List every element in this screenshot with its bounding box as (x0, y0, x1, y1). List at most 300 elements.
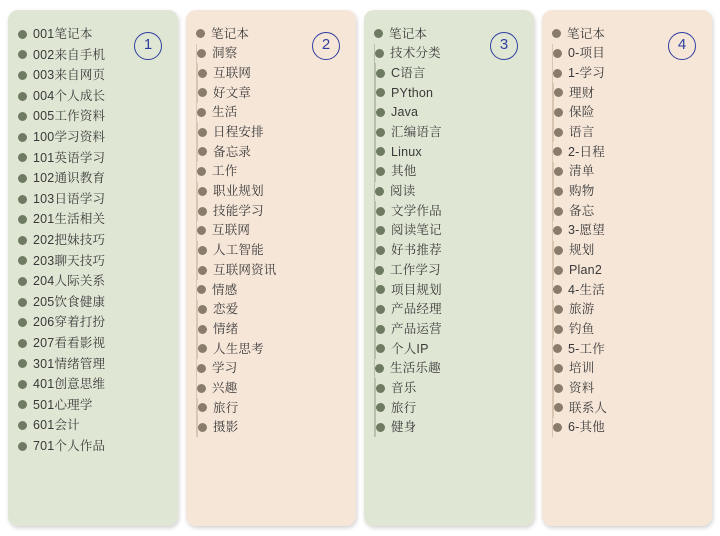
tree-node (553, 63, 702, 142)
tree-node (554, 103, 702, 123)
tree-node (554, 182, 702, 202)
tree-item-label: Linux (391, 144, 422, 159)
tree-children (553, 359, 702, 418)
tree-node (554, 122, 702, 142)
bullet-icon (196, 29, 205, 38)
bullet-icon (18, 339, 27, 348)
bullet-icon (18, 50, 27, 59)
tree-children (553, 83, 702, 142)
tree-item[interactable] (18, 127, 168, 148)
tree-item[interactable] (376, 162, 524, 182)
bullet-icon (198, 187, 207, 196)
tree-item-label: 好文章 (213, 85, 252, 100)
bullet-icon (376, 423, 385, 432)
tree-children (553, 162, 702, 221)
tree-item-label: 004个人成长 (33, 88, 106, 103)
bullet-icon (553, 423, 562, 432)
tree-item-label: 职业规划 (213, 184, 264, 199)
tree-item[interactable] (554, 359, 702, 379)
tree-item-label: 204人际关系 (33, 274, 106, 289)
bullet-icon (18, 71, 27, 80)
bullet-icon (197, 167, 206, 176)
tree-item[interactable] (553, 221, 702, 241)
tree-node (18, 230, 168, 251)
tree-node (18, 106, 168, 127)
tree-item[interactable] (553, 418, 702, 438)
tree-children (375, 378, 524, 437)
bullet-icon (197, 49, 206, 58)
tree-item[interactable] (18, 251, 168, 272)
tree-item[interactable] (554, 300, 702, 320)
tree-item-label: 兴趣 (212, 380, 238, 395)
tree-item[interactable] (18, 271, 168, 292)
bullet-icon (18, 380, 27, 389)
tree-node (18, 333, 168, 354)
tree-item[interactable] (554, 83, 702, 103)
tree-node (18, 209, 168, 230)
panel-badge-1: 1 (134, 32, 162, 60)
tree-node (376, 378, 524, 398)
tree-item[interactable] (376, 319, 524, 339)
tree-item[interactable] (18, 65, 168, 86)
tree-node (198, 300, 346, 320)
tree-item[interactable] (376, 378, 524, 398)
tree-item[interactable] (18, 189, 168, 210)
tree-node (376, 201, 524, 221)
tree-item[interactable] (376, 221, 524, 241)
tree-node (18, 127, 168, 148)
bullet-icon (376, 207, 385, 216)
tree-node (198, 83, 346, 103)
tree-item-label: 情感 (212, 282, 238, 297)
panel-badge-3: 3 (490, 32, 518, 60)
tree-item-label: 202把妹技巧 (33, 232, 106, 247)
panel-2 (186, 10, 356, 526)
tree-node (552, 24, 702, 437)
tree-item[interactable] (18, 436, 168, 457)
tree-item[interactable] (197, 378, 346, 398)
tree-node (18, 395, 168, 416)
bullet-icon (18, 359, 27, 368)
tree-node (198, 142, 346, 162)
bullet-icon (197, 108, 206, 117)
panel-3 (364, 10, 534, 526)
bullet-icon (376, 108, 385, 117)
tree-item[interactable] (375, 182, 524, 202)
tree-item-label: 100学习资料 (33, 130, 106, 145)
tree-item-label: 205饮食健康 (33, 294, 106, 309)
tree-item[interactable] (197, 221, 346, 241)
bullet-icon (18, 256, 27, 265)
tree-item[interactable] (18, 374, 168, 395)
tree-node (376, 142, 524, 162)
tree-item[interactable] (375, 359, 524, 379)
tree-item[interactable] (376, 83, 524, 103)
tree-item[interactable] (376, 142, 524, 162)
bullet-icon (198, 128, 207, 137)
tree-item[interactable] (198, 339, 346, 359)
bullet-icon (18, 133, 27, 142)
bullet-icon (198, 423, 207, 432)
bullet-icon (18, 30, 27, 39)
tree-node (376, 339, 524, 359)
tree-item-label: 工作 (212, 164, 238, 179)
tree-node (197, 221, 346, 280)
tree-item[interactable] (553, 63, 702, 83)
tree-children (197, 300, 346, 359)
tree-item[interactable] (198, 418, 346, 438)
tree-item[interactable] (376, 241, 524, 261)
tree-item[interactable] (18, 106, 168, 127)
panel-badge-4: 4 (668, 32, 696, 60)
bullet-icon (553, 226, 562, 235)
tree-node (18, 292, 168, 313)
tree-item[interactable] (18, 415, 168, 436)
tree-item-label: 旅行 (213, 400, 239, 415)
bullet-icon (376, 384, 385, 393)
tree-item-label: 旅行 (391, 400, 417, 415)
tree-item[interactable] (554, 162, 702, 182)
tree-node (554, 398, 702, 418)
tree-item-label: 生活乐趣 (390, 361, 441, 376)
bullet-icon (554, 305, 563, 314)
tree-item[interactable] (554, 201, 702, 221)
bullet-icon (18, 298, 27, 307)
tree-node (554, 300, 702, 320)
tree-item[interactable] (554, 103, 702, 123)
bullet-icon (376, 69, 385, 78)
tree-2 (196, 24, 346, 437)
bullet-icon (197, 226, 206, 235)
tree-item-label: 文学作品 (391, 203, 442, 218)
tree-node (554, 260, 702, 280)
bullet-icon (18, 442, 27, 451)
tree-item[interactable] (375, 260, 524, 280)
tree-item-label: 购物 (569, 184, 595, 199)
tree-node (198, 418, 346, 438)
bullet-icon (376, 344, 385, 353)
bullet-icon (375, 364, 384, 373)
tree-item-label: 技术分类 (390, 46, 441, 61)
tree-item[interactable] (554, 378, 702, 398)
bullet-icon (553, 285, 562, 294)
bullet-icon (376, 285, 385, 294)
panel-badge-2: 2 (312, 32, 340, 60)
tree-item-label: 清单 (569, 164, 595, 179)
tree-node (376, 122, 524, 142)
tree-item-label: 6-其他 (568, 420, 605, 435)
tree-children (375, 280, 524, 359)
tree-item[interactable] (197, 103, 346, 123)
tree-children (197, 63, 346, 102)
tree-item-label: 情绪 (213, 321, 239, 336)
tree-item-label: 人工智能 (213, 243, 264, 258)
tree-item[interactable] (376, 339, 524, 359)
tree-node (553, 142, 702, 221)
bullet-icon (198, 246, 207, 255)
tree-item[interactable] (198, 260, 346, 280)
tree-node (376, 398, 524, 418)
tree-item[interactable] (554, 241, 702, 261)
tree-item[interactable] (554, 319, 702, 339)
bullet-icon (375, 187, 384, 196)
tree-item[interactable] (553, 339, 702, 359)
tree-item-label: 旅游 (569, 302, 595, 317)
tree-node (553, 280, 702, 339)
tree-item-label: 101英语学习 (33, 150, 106, 165)
tree-item-label: 阅读笔记 (391, 223, 442, 238)
tree-node (375, 260, 524, 358)
bullet-icon (553, 49, 562, 58)
tree-item-label: 互联网 (213, 65, 252, 80)
tree-item-label: Plan2 (569, 262, 602, 277)
tree-node (197, 378, 346, 437)
tree-item[interactable] (376, 103, 524, 123)
bullet-icon (376, 147, 385, 156)
tree-item-label: 1-学习 (568, 65, 605, 80)
tree-item-label: 笔记本 (211, 26, 250, 41)
tree-node (198, 319, 346, 339)
bullet-icon (198, 207, 207, 216)
bullet-icon (18, 236, 27, 245)
bullet-icon (197, 364, 206, 373)
tree-item[interactable] (18, 333, 168, 354)
tree-item[interactable] (198, 319, 346, 339)
bullet-icon (376, 167, 385, 176)
tree-item-label: 汇编语言 (391, 125, 442, 140)
tree-children (197, 241, 346, 280)
tree-item-label: 501心理学 (33, 397, 93, 412)
tree-item-label: 人生思考 (213, 341, 264, 356)
tree-children (553, 300, 702, 339)
tree-item-label: 生活 (212, 105, 238, 120)
bullet-icon (374, 29, 383, 38)
tree-item[interactable] (197, 162, 346, 182)
tree-item[interactable] (198, 241, 346, 261)
panel-4 (542, 10, 712, 526)
tree-item-label: 005工作资料 (33, 109, 106, 124)
tree-node (198, 339, 346, 359)
tree-item[interactable] (18, 209, 168, 230)
tree-node (376, 280, 524, 300)
tree-children (197, 122, 346, 161)
tree-node (18, 86, 168, 107)
bullet-icon (198, 403, 207, 412)
tree-1 (18, 24, 168, 456)
bullet-icon (198, 325, 207, 334)
tree-item-label: 洞察 (212, 46, 238, 61)
tree-item-label: 阅读 (390, 184, 416, 199)
tree-item-label: Java (391, 105, 419, 120)
tree-node (18, 312, 168, 333)
tree-item[interactable] (18, 230, 168, 251)
tree-node (18, 374, 168, 395)
tree-item-label: 207看看影视 (33, 335, 106, 350)
tree-item[interactable] (198, 83, 346, 103)
bullet-icon (198, 147, 207, 156)
tree-item[interactable] (554, 260, 702, 280)
tree-node (554, 378, 702, 398)
tree-node (553, 339, 702, 418)
tree-item[interactable] (18, 395, 168, 416)
bullet-icon (18, 174, 27, 183)
bullet-icon (197, 285, 206, 294)
tree-item-label: 笔记本 (567, 26, 606, 41)
tree-item-label: 学习 (212, 361, 238, 376)
bullet-icon (197, 384, 206, 393)
tree-item[interactable] (198, 142, 346, 162)
tree-item-label: 产品运营 (391, 321, 442, 336)
tree-children (552, 44, 702, 438)
tree-node (553, 418, 702, 438)
tree-item[interactable] (376, 280, 524, 300)
tree-node (376, 319, 524, 339)
tree-item-label: 备忘录 (213, 144, 252, 159)
tree-item[interactable] (376, 122, 524, 142)
tree-item-label: 其他 (391, 164, 417, 179)
tree-node (554, 241, 702, 261)
tree-item-label: 音乐 (391, 380, 417, 395)
bullet-icon (18, 400, 27, 409)
tree-item[interactable] (198, 398, 346, 418)
tree-node (18, 415, 168, 436)
tree-item[interactable] (376, 418, 524, 438)
bullet-icon (376, 128, 385, 137)
tree-item[interactable] (18, 148, 168, 169)
tree-node (375, 182, 524, 261)
tree-node (198, 63, 346, 83)
tree-item-label: 技能学习 (213, 203, 264, 218)
tree-item[interactable] (18, 312, 168, 333)
tree-node (18, 189, 168, 210)
tree-item[interactable] (198, 63, 346, 83)
tree-item-label: 206穿着打扮 (33, 315, 106, 330)
bullet-icon (554, 325, 563, 334)
tree-item-label: 701个人作品 (33, 438, 106, 453)
tree-item-label: 002来自手机 (33, 47, 106, 62)
tree-item-label: 培训 (569, 361, 595, 376)
tree-children (375, 63, 524, 181)
bullet-icon (554, 128, 563, 137)
tree-node (197, 280, 346, 359)
tree-node (376, 300, 524, 320)
tree-node (198, 260, 346, 280)
tree-item-label: 恋爱 (213, 302, 239, 317)
tree-item[interactable] (18, 168, 168, 189)
tree-node (375, 44, 524, 182)
tree-item[interactable] (553, 142, 702, 162)
tree-children (197, 398, 346, 437)
tree-item[interactable] (554, 398, 702, 418)
tree-item[interactable] (554, 122, 702, 142)
bullet-icon (554, 384, 563, 393)
tree-node (376, 103, 524, 123)
tree-item[interactable] (376, 398, 524, 418)
tree-node (554, 83, 702, 103)
bullet-icon (554, 266, 563, 275)
tree-item[interactable] (376, 63, 524, 83)
bullet-icon (18, 215, 27, 224)
tree-node (198, 241, 346, 261)
tree-item[interactable] (197, 280, 346, 300)
tree-item-label: 5-工作 (568, 341, 605, 356)
tree-node (18, 251, 168, 272)
tree-children (197, 182, 346, 221)
tree-item[interactable] (18, 292, 168, 313)
tree-node (554, 319, 702, 339)
tree-item-label: 产品经理 (391, 302, 442, 317)
tree-item-label: 备忘 (569, 203, 595, 218)
tree-item[interactable] (198, 201, 346, 221)
tree-node (375, 359, 524, 438)
bullet-icon (198, 344, 207, 353)
bullet-icon (553, 69, 562, 78)
tree-node (374, 24, 524, 437)
bullet-icon (553, 344, 562, 353)
tree-children (553, 241, 702, 280)
bullet-icon (554, 364, 563, 373)
tree-node (376, 418, 524, 438)
tree-item[interactable] (18, 354, 168, 375)
tree-item[interactable] (198, 122, 346, 142)
tree-item[interactable] (554, 182, 702, 202)
tree-item-label: 健身 (391, 420, 417, 435)
bullet-icon (18, 421, 27, 430)
tree-node (197, 103, 346, 162)
tree-node (196, 24, 346, 437)
tree-item[interactable] (376, 201, 524, 221)
tree-item[interactable] (376, 300, 524, 320)
bullet-icon (554, 108, 563, 117)
tree-node (554, 201, 702, 221)
tree-node (376, 83, 524, 103)
tree-item[interactable] (198, 182, 346, 202)
bullet-icon (376, 305, 385, 314)
bullet-icon (375, 266, 384, 275)
tree-item-label: 资料 (569, 380, 595, 395)
tree-item-label: 601会计 (33, 418, 80, 433)
tree-item-label: 项目规划 (391, 282, 442, 297)
tree-4 (552, 24, 702, 437)
panel-1 (8, 10, 178, 526)
tree-node (554, 359, 702, 379)
tree-item[interactable] (198, 300, 346, 320)
bullet-icon (18, 195, 27, 204)
bullet-icon (18, 277, 27, 286)
tree-item-label: 规划 (569, 243, 595, 258)
tree-node (18, 271, 168, 292)
tree-item-label: 0-项目 (568, 46, 605, 61)
tree-node (376, 162, 524, 182)
tree-item[interactable] (18, 86, 168, 107)
bullet-icon (18, 153, 27, 162)
bullet-icon (198, 266, 207, 275)
bullet-icon (554, 207, 563, 216)
tree-node (198, 122, 346, 142)
tree-item-label: 工作学习 (390, 262, 441, 277)
bullet-icon (554, 187, 563, 196)
tree-node (197, 359, 346, 379)
tree-item-label: 102通识教育 (33, 171, 106, 186)
tree-item-label: PYthon (391, 85, 434, 100)
tree-item-label: 日程安排 (213, 125, 264, 140)
tree-item[interactable] (197, 359, 346, 379)
bullet-icon (554, 88, 563, 97)
tree-item-label: C语言 (391, 65, 426, 80)
tree-item[interactable] (553, 280, 702, 300)
tree-node (553, 221, 702, 280)
bullet-icon (376, 226, 385, 235)
